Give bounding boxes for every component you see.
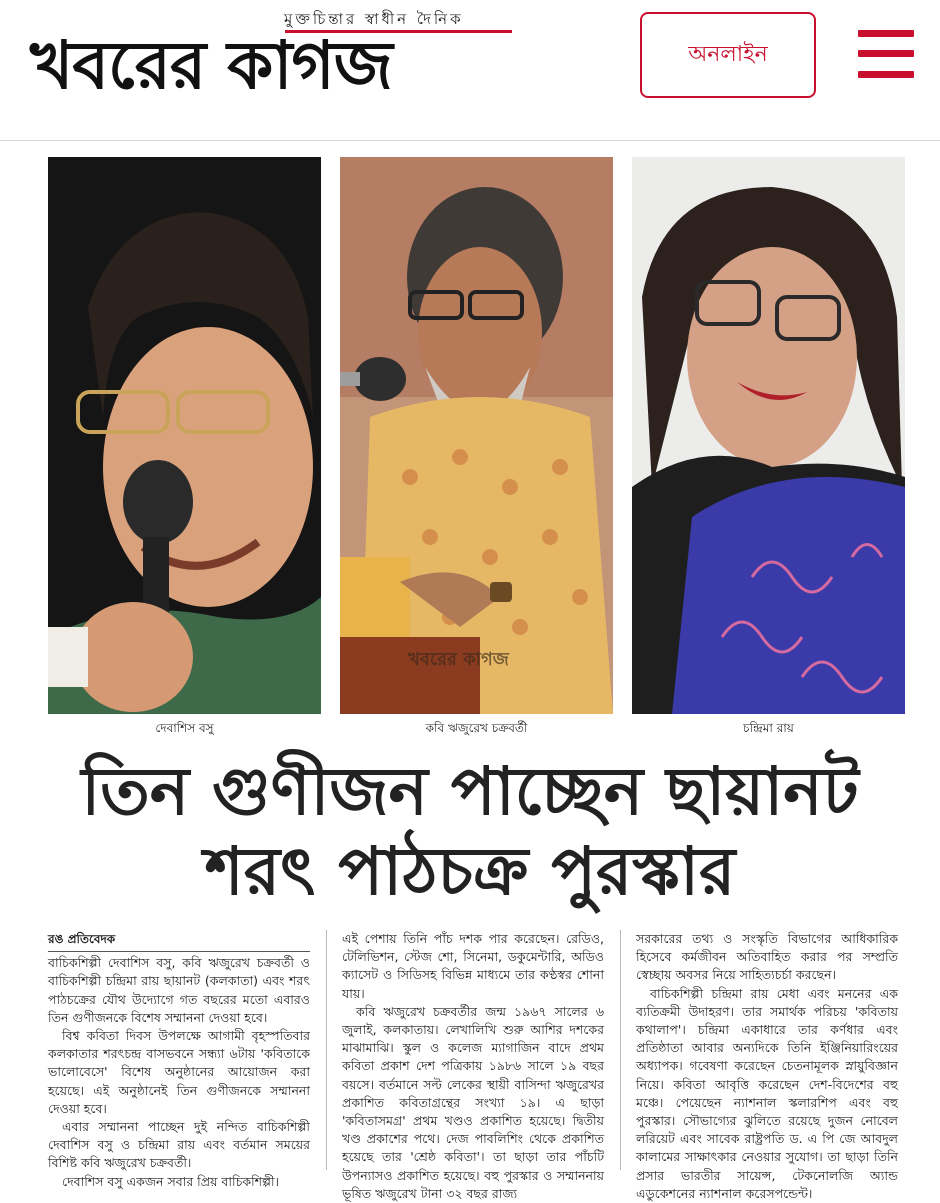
article-column-3 xyxy=(636,930,898,1203)
headline-line-1: তিন গুণীজন পাচ্ছেন ছায়ানট xyxy=(81,753,859,830)
column-divider xyxy=(620,930,621,1170)
site-tagline: মুক্তচিন্তার স্বাধীন দৈনিক xyxy=(284,10,464,28)
site-logo[interactable]: খবরের কাগজ xyxy=(30,27,392,104)
headline-line-2: শরৎ পাঠচক্র পুরস্কার xyxy=(204,833,736,910)
paragraph: কবি ঋজুরেখ চক্রবর্তীর জন্ম ১৯৬৭ সালের ৬ জুলাই, কলকাতায়। লেখালিখি শুরু আশির দশকের মাঝামাঝি। স্কুল ও কলেজ ম্যাগাজিন বাদে প্রথম কবিতা প্রকাশ দেশ পত্রিকায় ১৯৮৬ সালে ১৯ বছর বয়সে। বর্তমানে সল্ট লেকের স্থায়ী বাসিন্দা ঋজুরেখর প্রকাশিত কবিতাগ্রন্থের সংখ্যা ১৯। এ ছাড়া 'কবিতাসমগ্র' প্রথম খণ্ডও প্রকাশিত হয়েছে। দ্বিতীয় খণ্ড প্রকাশের পথে। দেজ পাবলিশিং থেকে প্রকাশিত হয়েছে তার 'শ্রেষ্ঠ কবিতা'। তা ছাড়া তার পাঁচটি উপন্যাসও প্রকাশিত হয়েছে। বহু পুরস্কার ও সম্মাননায় ভূষিত ঋজুরেখ টানা ৩২ বছর রাজ্য xyxy=(342,1003,604,1201)
photo-chandrima-roy xyxy=(632,157,905,714)
article-column-2 xyxy=(342,930,604,1203)
paragraph: বাচিকশিল্পী চন্দ্রিমা রায় মেধা এবং মননের এক ব্যতিক্রমী উদাহরণ। তার সমার্থক পরিচয় 'কবিতায় কথালাপ'। চন্দ্রিমা একাধারে তার কর্ণধার এবং প্রতিষ্ঠাতা আবার অন্যদিকে তিনি ইঞ্জিনিয়ারিংয়ের অধ্যাপক। গবেষণা করেছেন চেতনামূলক স্নায়ুবিজ্ঞান নিয়ে। কবিতা আবৃত্তি করেছেন দেশ-বিদেশের বহু মঞ্চে। পেয়েছেন ন্যাশনাল স্কলারশিপ এবং বহু পুরস্কার। সৌভাগ্যের ঝুলিতে রয়েছে দুজন নোবেল লরিয়েট এবং সাবেক রাষ্ট্রপতি ড. এ পি জে আবদুল কালামের সাক্ষাৎকার নেওয়ার সুযোগ। তা ছাড়া তিনি প্রসার ভারতীর সায়েন্স, টেকনোলজি অ্যান্ড এডুকেশনের ন্যাশনাল করেসপন্ডেন্ট। xyxy=(636,985,898,1201)
column-divider xyxy=(326,930,327,1170)
paragraph: দেবাশিস বসু একজন সবার প্রিয় বাচিকশিল্পী। xyxy=(62,1173,280,1189)
photo-caption: চন্দ্রিমা রায় xyxy=(743,721,794,735)
photo-watermark: খবরের কাগজ xyxy=(408,649,509,670)
photo-caption: কবি ঋজুরেখ চক্রবর্তী xyxy=(425,721,528,735)
byline-rule xyxy=(48,951,310,952)
photo-rijurekh-chakraborty xyxy=(340,157,613,714)
site-header xyxy=(0,0,940,141)
hamburger-menu-icon[interactable] xyxy=(858,28,914,80)
paragraph: এবার সম্মাননা পাচ্ছেন দুই নন্দিত বাচিকশিল্পী দেবাশিস বসু ও চন্দ্রিমা রায় এবং বর্তমান সময়ের বিশিষ্ট কবি ঋজুরেখ চক্রবর্তী। xyxy=(48,1119,310,1171)
photo-caption: দেবাশিস বসু xyxy=(155,721,214,735)
paragraph: বিশ্ব কবিতা দিবস উপলক্ষে আগামী বৃহস্পতিবার কলকাতার শরৎচন্দ্র বাসভবনে সন্ধ্যা ৬টায় 'কবিতাকে ভালোবেসে' বিশেষ অনুষ্ঠানের আয়োজন করা হয়েছে। এই অনুষ্ঠানেই তিন গুণীজনকে সম্মাননা দেওয়া হবে। xyxy=(48,1028,310,1116)
paragraph: সরকারের তথ্য ও সংস্কৃতি বিভাগের আধিকারিক হিসেবে কর্মজীবন অতিবাহিত করার পর সম্প্রতি স্বেচ্ছায় অবসর নিয়ে সাহিত্যচর্চা করছেন। xyxy=(636,931,898,983)
paragraph: এই পেশায় তিনি পাঁচ দশক পার করেছেন। রেডিও, টেলিভিশন, স্টেজ শো, সিনেমা, ডকুমেন্টারি, অডিও ক্যাসেট ও সিডিসহ বিভিন্ন মাধ্যমে তার কণ্ঠস্বর শোনা যায়। xyxy=(342,931,604,1001)
paragraph: বাচিকশিল্পী দেবাশিস বসু, কবি ঋজুরেখ চক্রবর্তী ও বাচিকশিল্পী চন্দ্রিমা রায় ছায়ানট (কলকাতা) এবং শরৎ পাঠচক্রের যৌথ উদ্যোগে গত বছরের মতো এবারও তিন গুণীজনকে বিশেষ সম্মাননা দেওয়া হবে। xyxy=(48,955,310,1025)
byline: রঙ প্রতিবেদক xyxy=(48,932,116,946)
article-column-1 xyxy=(48,930,310,1191)
online-button[interactable]: অনলাইন xyxy=(640,12,816,98)
photo-debashis-basu xyxy=(48,157,321,714)
